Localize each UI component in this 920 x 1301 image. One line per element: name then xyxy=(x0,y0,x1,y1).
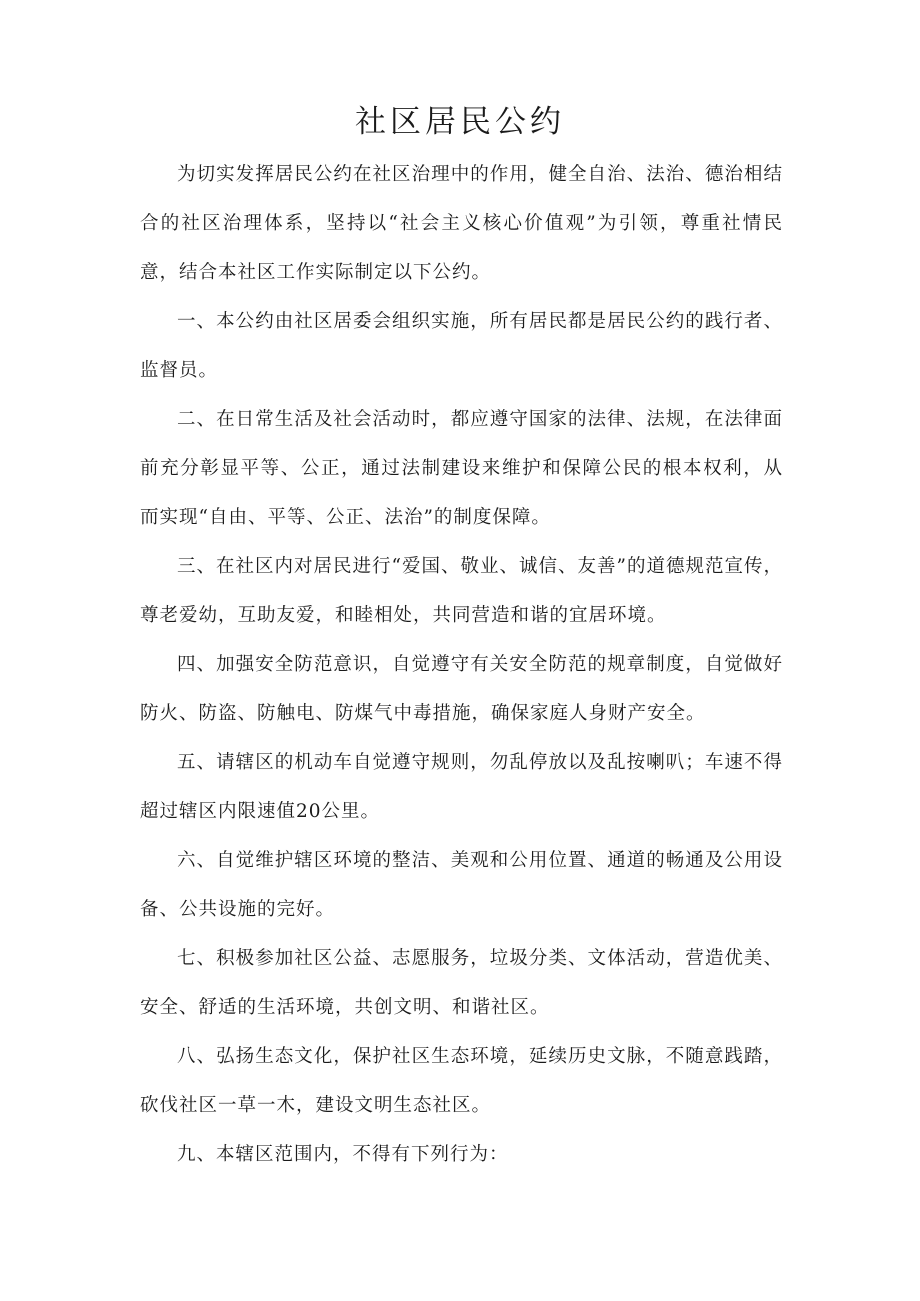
article-6-paragraph: 六、自觉维护辖区环境的整洁、美观和公用位置、通道的畅通及公用设备、公共设施的完好。 xyxy=(140,850,783,920)
article-9-paragraph: 九、本辖区范围内，不得有下列行为： xyxy=(177,1144,509,1165)
preamble-paragraph: 为切实发挥居民公约在社区治理中的作用，健全自治、法治、德治相结合的社区治理体系，坚持以“社会主义核心价值观”为引领，尊重社情民意，结合本社区工作实际制定以下公约。 xyxy=(140,164,783,283)
article-3-paragraph: 三、在社区内对居民进行“爱国、敬业、诚信、友善”的道德规范宣传，尊老爱幼，互助友爱，和睦相处，共同营造和谐的宜居环境。 xyxy=(140,556,783,626)
document-body xyxy=(140,150,783,1179)
article-1-paragraph: 一、本公约由社区居委会组织实施，所有居民都是居民公约的践行者、监督员。 xyxy=(140,311,783,381)
document-title: 社区居民公约 xyxy=(355,104,565,140)
article-5-paragraph: 五、请辖区的机动车自觉遵守规则，勿乱停放以及乱按喇叭；车速不得超过辖区内限速值20公里。 xyxy=(140,752,783,822)
article-8-paragraph: 八、弘扬生态文化，保护社区生态环境，延续历史文脉，不随意践踏，砍伐社区一草一木，建设文明生态社区。 xyxy=(140,1046,783,1116)
article-4-paragraph: 四、加强安全防范意识，自觉遵守有关安全防范的规章制度，自觉做好防火、防盗、防触电、防煤气中毒措施，确保家庭人身财产安全。 xyxy=(140,654,783,724)
article-7-paragraph: 七、积极参加社区公益、志愿服务，垃圾分类、文体活动，营造优美、安全、舒适的生活环境，共创文明、和谐社区。 xyxy=(140,948,783,1018)
article-2-paragraph: 二、在日常生活及社会活动时，都应遵守国家的法律、法规，在法律面前充分彰显平等、公正，通过法制建设来维护和保障公民的根本权利，从而实现“自由、平等、公正、法治”的制度保障。 xyxy=(140,409,783,528)
